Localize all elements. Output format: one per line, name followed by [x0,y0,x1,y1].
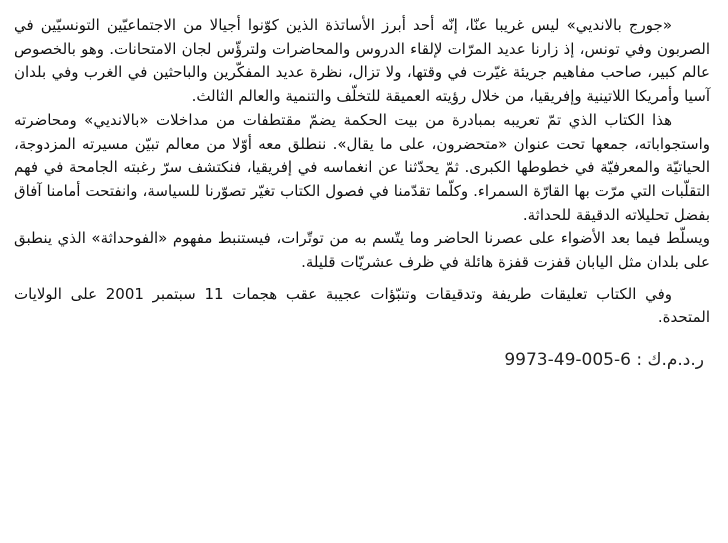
paragraph-predictions: وفي الكتاب تعليقات طريفة وتدقيقات وتنبّؤات عجيبة عقب هجمات 11 سبتمبر 2001 على الولايات المتحدة. [14,284,710,327]
paragraph-intro: «جورج بالانديي» ليس غريبا عنّا، إنّه أحد أبرز الأساتذة الذين كوّنوا أجيالا من الاجتماعيّين التونسيّين في الصربون وفي تونس، إذ زارنا عديد المرّات لإلقاء الدروس والمحاضرات ولترؤّس لجان الامتحانات. وهو بالخصوص عالم كبير، صاحب مفاهيم جريئة غيّرت في وقتها، ولا تزال، نظرة عديد المفكّرين والباحثين في الغرب وفي بلدان آسيا وأمريكا اللاتينية وإفريقيا، من خلال رؤيته العميقة للتخلّف والتنمية والعالم الثالث. [14,16,710,106]
book-back-cover-text [14,14,710,372]
paragraph-book-content: هذا الكتاب الذي تمّ تعريبه بمبادرة من بيت الحكمة يضمّ مقتطفات من مداخلات «بالانديي» ومحاضرته واستجواباته، جمعها تحت عنوان «متحضرون، على ما يقال». ننطلق معه أوّلا من معالم تبيّن مسيرته المزدوجة، الحياتيّة والمعرفيّة في خطوطها الكبرى. ثمّ يحدّثنا عن انغماسه في إفريقيا، فنكتشف سرّ رغبته الجامحة في فهم التقلّبات التي مرّت بها القارّة السمراء. وكلّما تقدّمنا في فصول الكتاب تغيّر تصوّرنا للسياسة، وانفتحت أمامنا آفاق بفضل تحليلاته الدقيقة للحداثة. [14,110,710,224]
isbn-line [14,348,710,372]
paragraph-modernity: ويسلّط فيما بعد الأضواء على عصرنا الحاضر وما يتّسم به من توتّرات، فيستنبط مفهوم «الفوحداثة» الذي ينطبق على بلدان مثل اليابان قفزت قفزة هائلة في ظرف عشريّات قليلة. [14,229,710,272]
isbn-label: ر.د.م.ك : [636,350,704,371]
isbn-number: 9973-49-005-6 [504,350,631,371]
